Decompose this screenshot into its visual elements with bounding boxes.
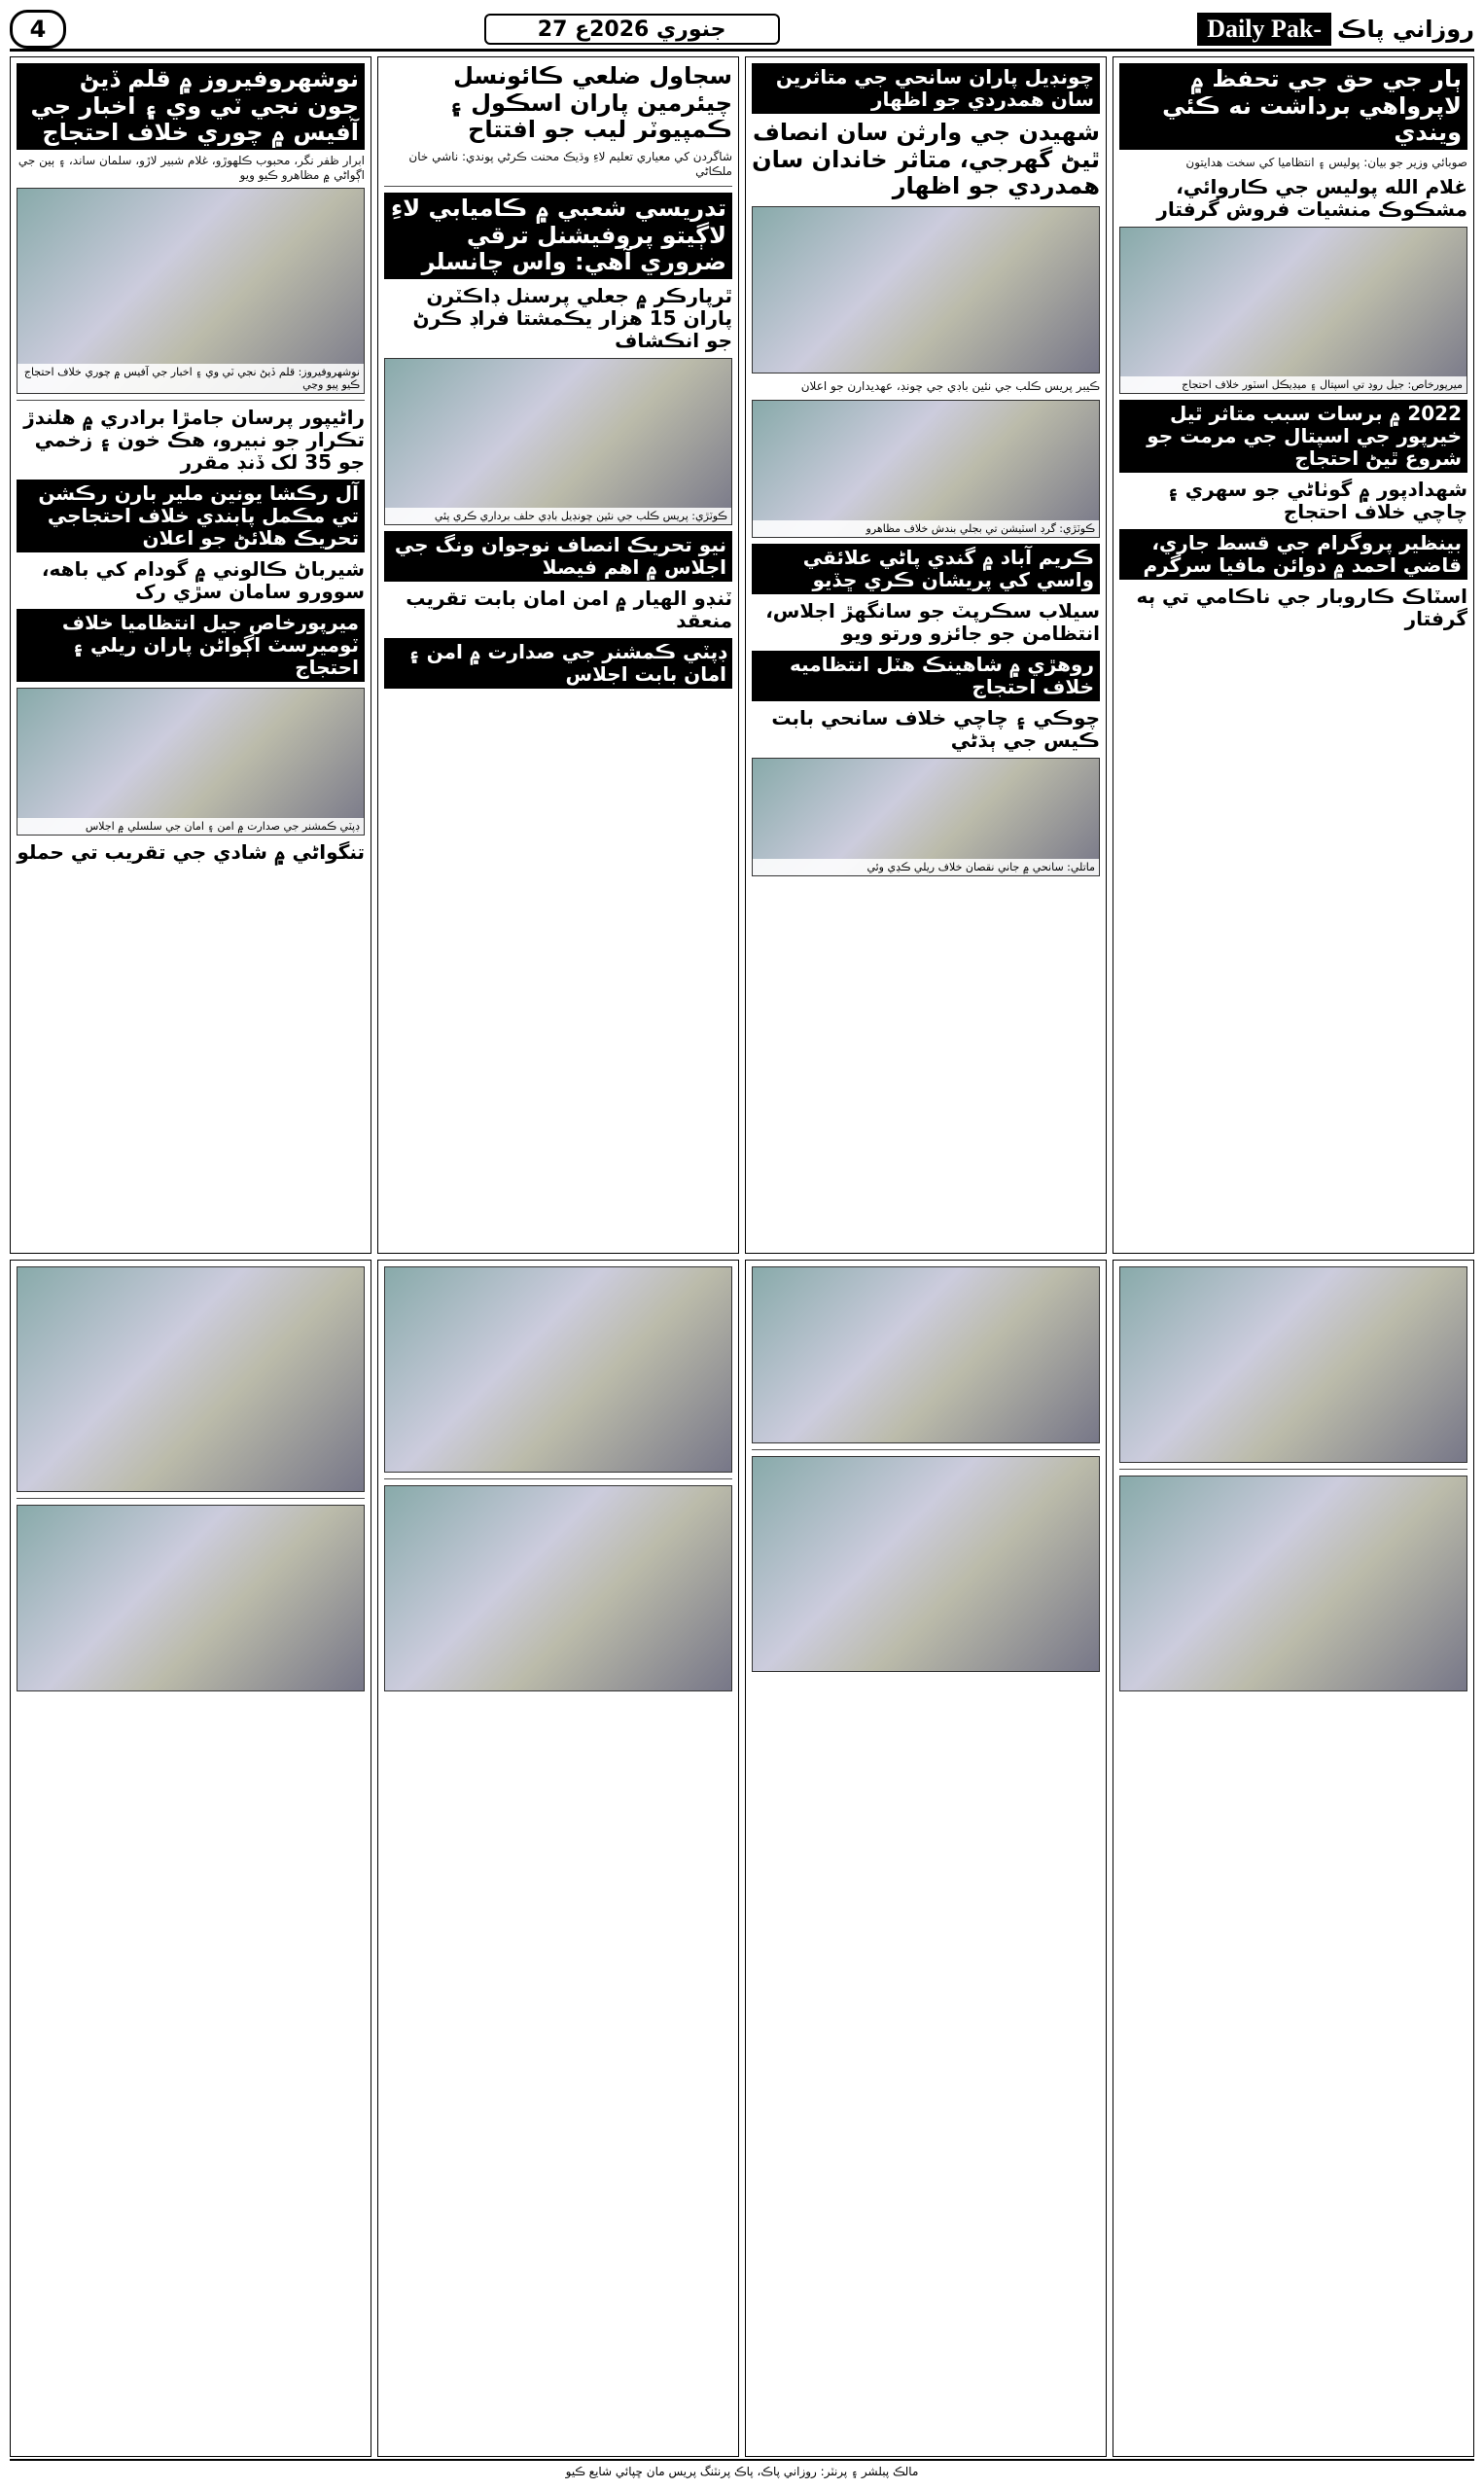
photo bbox=[752, 400, 1100, 538]
brand bbox=[1197, 13, 1474, 46]
headline: تدريسي شعبي ۾ ڪاميابي لاءِ لاڳيتو پروفيشنل ترقي ضروري آهي: واس چانسلر bbox=[384, 193, 732, 279]
photo bbox=[1119, 1266, 1467, 1463]
headline: شيرباڻ ڪالوني ۾ گودام کي باهه، سوورو سامان سڙي رک bbox=[41, 556, 365, 603]
headline: ميرپورخاص جيل انتظاميا خلاف ٽوميرسٽ اڳواڻن پاران ريلي ۽ احتجاج bbox=[17, 609, 365, 682]
photo-caption: ماتلي: سانحي ۾ جاني نقصان خلاف ريلي ڪڍي وئي bbox=[753, 859, 1099, 875]
divider bbox=[384, 186, 732, 187]
headline: ٻار جي حق جي تحفظ ۾ لاپرواهي برداشت نه ڪئي ويندي bbox=[1119, 63, 1467, 150]
article-text: ابرار ظفر نگر، محبوب ڪلهوڙو، غلام شبير لاڙو، سلمان ساند، ۽ ٻين جي اڳواڻي ۾ مظاهرو ڪيو ويو bbox=[18, 153, 365, 183]
photo bbox=[752, 758, 1100, 876]
headline: راڻيپور پرسان جامڙا برادري ۾ هلندڙ تڪرار جو نبيرو، هڪ خون ۽ زخمي جو 35 لک ڏنڊ مقرر bbox=[23, 405, 365, 474]
headline: اسٽاڪ ڪاروبار جي ناڪامي تي ٻه گرفتار bbox=[1136, 585, 1467, 631]
page-number: 4 bbox=[10, 10, 66, 49]
headline: غلام الله پوليس جي ڪاروائي، مشڪوڪ منشيات فروش گرفتار bbox=[1156, 175, 1467, 222]
article-text: ڪيبر پريس ڪلب جي نئين باڊي جي چونڊ، عهديدارن جو اعلان bbox=[800, 378, 1100, 393]
footer bbox=[10, 2459, 1474, 2482]
brand-en: Daily Pak- bbox=[1197, 13, 1331, 46]
photo bbox=[752, 206, 1100, 374]
headline: ٿرپارڪر ۾ جعلي پرسنل ڊاڪٽرن پاران 15 هزار يڪمشتا فراڊ ڪرڻ جو انڪشاف bbox=[412, 283, 732, 352]
divider bbox=[384, 1478, 732, 1479]
headline: شهدادپور ۾ گوٺاڻي جو سهري ۽ چاچي خلاف احتجاج bbox=[1167, 478, 1467, 524]
photo-caption: ڊپٽي ڪمشنر جي صدارت ۾ امن ۽ امان جي سلسلي ۾ اجلاس bbox=[18, 818, 364, 835]
col-4 bbox=[1113, 56, 1474, 1254]
photo bbox=[384, 358, 732, 525]
headline: نيو تحريڪ انصاف نوجوان ونگ جي اجلاس ۾ اهم فيصلا bbox=[384, 531, 732, 582]
col-3 bbox=[745, 56, 1107, 1254]
headline: چوڪي ۽ چاچي خلاف سانحي بابت ڪيس جي ٻڌڻي bbox=[771, 706, 1100, 753]
photo-caption: ڪوٽڙي: گرڊ اسٽيشن تي بجلي بندش خلاف مظاهرو bbox=[753, 520, 1099, 537]
photo bbox=[752, 1266, 1100, 1443]
divider bbox=[17, 1498, 365, 1499]
brand-ur: روزاني پاڪ bbox=[1337, 16, 1474, 43]
masthead bbox=[10, 10, 1474, 52]
headline: سجاول ضلعي ڪائونسل چيئرمين پاران اسڪول ۽ ڪمپيوٽر ليب جو افتتاح bbox=[448, 62, 732, 144]
article-block bbox=[17, 63, 365, 394]
photo bbox=[17, 688, 365, 836]
photo bbox=[752, 1456, 1100, 1672]
divider bbox=[17, 400, 365, 401]
headline: ڊپٽي ڪمشنر جي صدارت ۾ امن ۽ امان بابت اجلاس bbox=[384, 638, 732, 689]
col-8 bbox=[1113, 1260, 1474, 2457]
col-5 bbox=[10, 1260, 371, 2457]
headline: ٽنڊو الهيار ۾ امن امان بابت تقريب منعقد bbox=[406, 586, 732, 632]
col-1 bbox=[10, 56, 371, 1254]
headline: سيلاب سڪرپٽ جو سانگهڙ اجلاس، انتظامن جو جائزو ورتو ويو bbox=[765, 599, 1100, 646]
photo bbox=[384, 1266, 732, 1473]
photo bbox=[17, 188, 365, 394]
photo bbox=[1119, 227, 1467, 394]
headline: روهڙي ۾ شاهينڪ هٽل انتظاميه خلاف احتجاج bbox=[752, 651, 1100, 701]
col-6 bbox=[377, 1260, 739, 2457]
photo bbox=[17, 1266, 365, 1492]
col-2 bbox=[377, 56, 739, 1254]
headline: 2022 ۾ برسات سبب متاثر ٿيل خيرپور جي اسپتال جي مرمت جو شروع ٿيڻ احتجاج bbox=[1119, 400, 1467, 473]
col-7 bbox=[745, 1260, 1107, 2457]
photo-caption: ڪوٽڙي: پريس ڪلب جي نئين چونڊيل باڊي حلف برداري ڪري پئي bbox=[385, 508, 731, 524]
divider bbox=[752, 1449, 1100, 1450]
headline: بينظير پروگرام جي قسط جاري، قاضي احمد ۾ دوائن مافيا سرگرم bbox=[1119, 529, 1467, 580]
headline: ڪريم آباد ۾ گندي پاڻي علائقي واسي کي پريشان ڪري ڇڏيو bbox=[752, 544, 1100, 594]
article-text: شاگردن کي معياري تعليم لاءِ وڌيڪ محنت ڪرڻي پوندي: ناشي خان ملڪاڻي bbox=[408, 149, 732, 179]
content-grid bbox=[10, 56, 1474, 2457]
headline: آل رڪشا يونين ملير بارن رڪشن تي مڪمل پابندي خلاف احتجاجي تحريڪ هلائڻ جو اعلان bbox=[17, 480, 365, 552]
headline: تنگواڻي ۾ شادي جي تقريب تي حملو bbox=[17, 839, 365, 864]
article-text: صوبائي وزير جو بيان: پوليس ۽ انتظاميا کي سخت هدايتون bbox=[1185, 155, 1467, 169]
photo bbox=[17, 1505, 365, 1691]
date: 27 جنوري 2026ع bbox=[484, 14, 780, 45]
photo bbox=[384, 1485, 732, 1691]
footer-text: مالڪ پبلشر ۽ پرنٽر: روزاني پاڪ، پاڪ پرنٽنگ پريس مان ڇپائي شايع ڪيو bbox=[565, 2465, 919, 2478]
headline: چونڊيل پاران سانحي جي متاثرين سان همدردي جو اظهار bbox=[752, 63, 1100, 114]
headline: نوشهروفيروز ۾ قلم ڏيڻ جون نجي ٽي وي ۽ اخبار جي آفيس ۾ چوري خلاف احتجاج bbox=[17, 63, 365, 150]
photo-caption: نوشهروفيروز: قلم ڏيڻ نجي ٽي وي ۽ اخبار جي آفيس ۾ چوري خلاف احتجاج ڪيو پيو وڃي bbox=[18, 364, 364, 393]
divider bbox=[1119, 1469, 1467, 1470]
photo bbox=[1119, 1476, 1467, 1691]
headline: شهيدن جي وارثن سان انصاف ٿيڻ گهرجي، متاثر خاندان سان همدردي جو اظهار bbox=[752, 119, 1100, 200]
photo-caption: ميرپورخاص: جيل روڊ تي اسپتال ۽ ميڊيڪل اسٽور خلاف احتجاج bbox=[1120, 376, 1466, 393]
